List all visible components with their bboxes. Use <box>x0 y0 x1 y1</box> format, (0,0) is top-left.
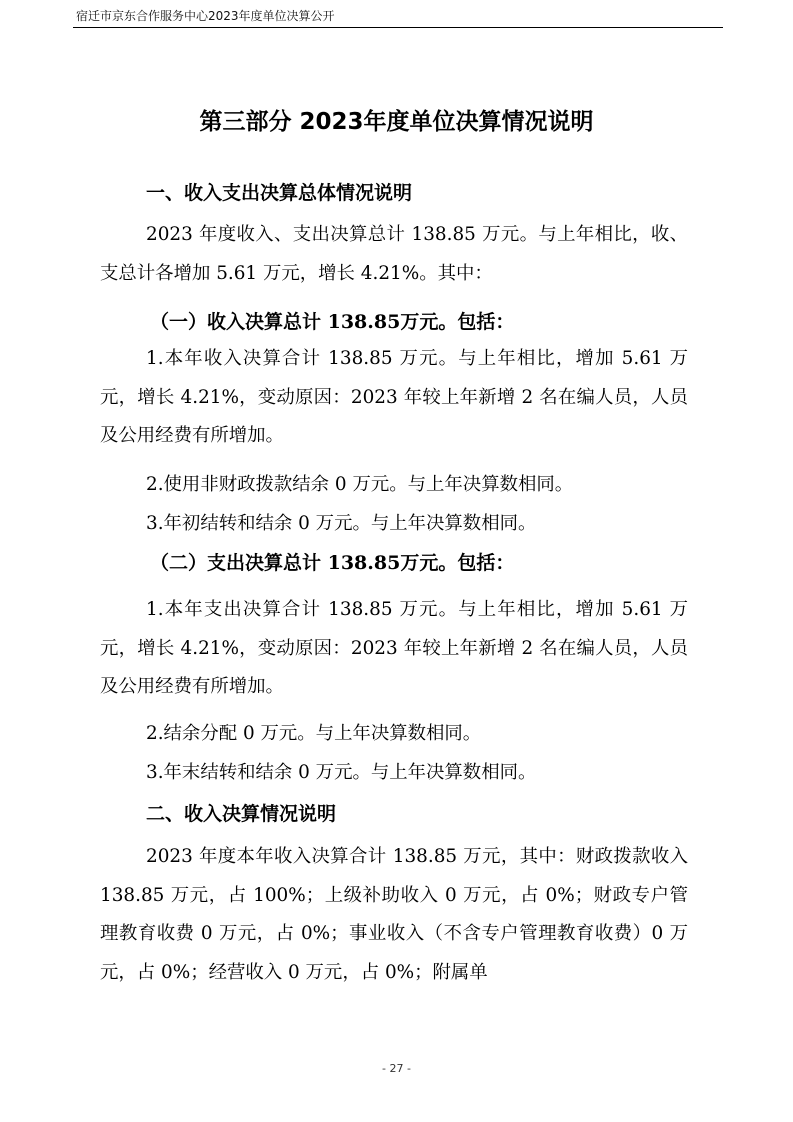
section-heading-overview: 一、收入支出决算总体情况说明 <box>146 182 413 204</box>
header-divider <box>73 27 723 28</box>
expense-item-3: 3.年末结转和结余 0 万元。与上年决算数相同。 <box>146 762 537 783</box>
section-heading-income: 二、收入决算情况说明 <box>146 803 337 825</box>
expense-item-2: 2.结余分配 0 万元。与上年决算数相同。 <box>146 723 482 744</box>
page-number: - 27 - <box>382 1062 411 1075</box>
running-header: 宿迁市京东合作服务中心2023年度单位决算公开 <box>76 9 335 23</box>
income-detail-paragraph: 2023 年度本年收入决算合计 138.85 万元，其中：财政拨款收入 138.85 万元，占 100%；上级补助收入 0 万元，占 0%；财政专户管理教育收费 0 万元，占 0%；事业收入（不含专户管理教育收费）0 万元，占 0%；经营收入 0 万元，占 0%；附属单 <box>100 846 688 983</box>
income-item-3: 3.年初结转和结余 0 万元。与上年决算数相同。 <box>146 513 537 534</box>
overview-paragraph: 2023 年度收入、支出决算总计 138.85 万元。与上年相比，收、支总计各增加 5.61 万元，增长 4.21%。其中： <box>100 224 688 284</box>
income-item-1: 1.本年收入决算合计 138.85 万元。与上年相比，增加 5.61 万元，增长 4.21%，变动原因：2023 年较上年新增 2 名在编人员，人员及公用经费有所增加。 <box>100 348 688 446</box>
expense-item-1: 1.本年支出决算合计 138.85 万元。与上年相比，增加 5.61 万元，增长 4.21%，变动原因：2023 年较上年新增 2 名在编人员，人员及公用经费有所增加。 <box>100 599 688 697</box>
income-total-heading: （一）收入决算总计 138.85万元。包括： <box>150 311 515 333</box>
income-item-2: 2.使用非财政拨款结余 0 万元。与上年决算数相同。 <box>146 474 574 495</box>
expense-total-heading: （二）支出决算总计 138.85万元。包括： <box>150 552 515 574</box>
page-title: 第三部分 2023年度单位决算情况说明 <box>199 109 594 135</box>
